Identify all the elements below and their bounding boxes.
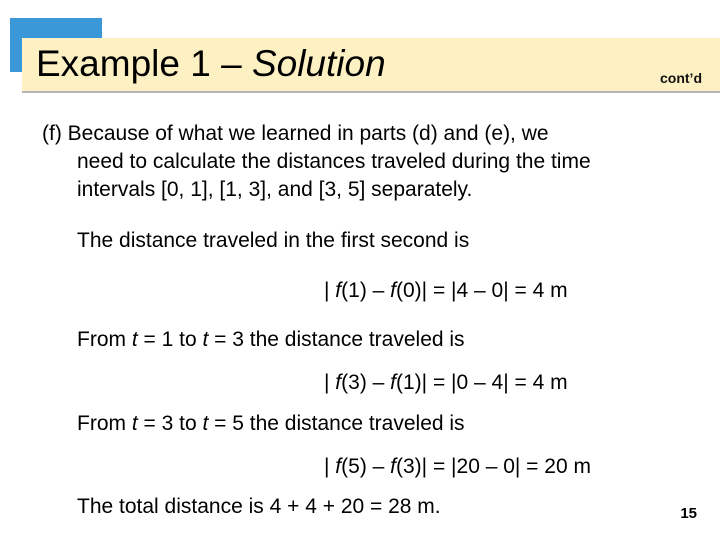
eq-argument: (3) – (341, 371, 391, 394)
eq-function: f (390, 371, 396, 394)
eq-result: (1)| = |0 – 4| = 4 m (396, 371, 568, 394)
continued-label: cont’d (660, 70, 702, 86)
title-underline (22, 91, 720, 93)
title-emphasis: Solution (251, 43, 386, 84)
first-second-text: The distance traveled in the first second is (77, 229, 470, 252)
var-t: t (131, 328, 138, 351)
eq-open: | (324, 455, 336, 478)
eq-result: (0)| = |4 – 0| = 4 m (396, 279, 568, 302)
eq-open: | (324, 371, 336, 394)
eq-open: | (324, 279, 336, 302)
equation-interval-3-5 (324, 453, 591, 481)
text-tail: = 3 the distance traveled is (208, 328, 465, 351)
page-number: 15 (680, 505, 697, 522)
eq-argument: (1) – (341, 279, 391, 302)
eq-function: f (335, 371, 342, 394)
equation-interval-1-3 (324, 369, 568, 397)
eq-result: (3)| = |20 – 0| = 20 m (396, 455, 591, 478)
eq-function: f (335, 455, 342, 478)
text-mid: = 3 to (137, 412, 203, 435)
text-tail: = 5 the distance traveled is (208, 412, 465, 435)
part-f-line-3: intervals [0, 1], [1, 3], and [3, 5] separately. (77, 178, 473, 201)
equation-first-second (324, 277, 568, 305)
interval-3-5-text (77, 410, 465, 438)
text-mid: = 1 to (137, 328, 203, 351)
text-from: From (77, 328, 132, 351)
eq-function: f (390, 279, 396, 302)
title-main: Example 1 – (36, 43, 252, 84)
text-from: From (77, 412, 132, 435)
var-t: t (202, 328, 209, 351)
total-distance-text: The total distance is 4 + 4 + 20 = 28 m. (77, 495, 441, 518)
slide-title (36, 42, 386, 86)
eq-argument: (5) – (341, 455, 391, 478)
eq-function: f (335, 279, 342, 302)
part-f-line-2: need to calculate the distances traveled during the time (77, 150, 591, 173)
var-t: t (202, 412, 209, 435)
part-f-line-1: (f) Because of what we learned in parts (d) and (e), we (42, 122, 549, 145)
eq-function: f (390, 455, 396, 478)
interval-1-3-text (77, 326, 465, 354)
var-t: t (131, 412, 138, 435)
